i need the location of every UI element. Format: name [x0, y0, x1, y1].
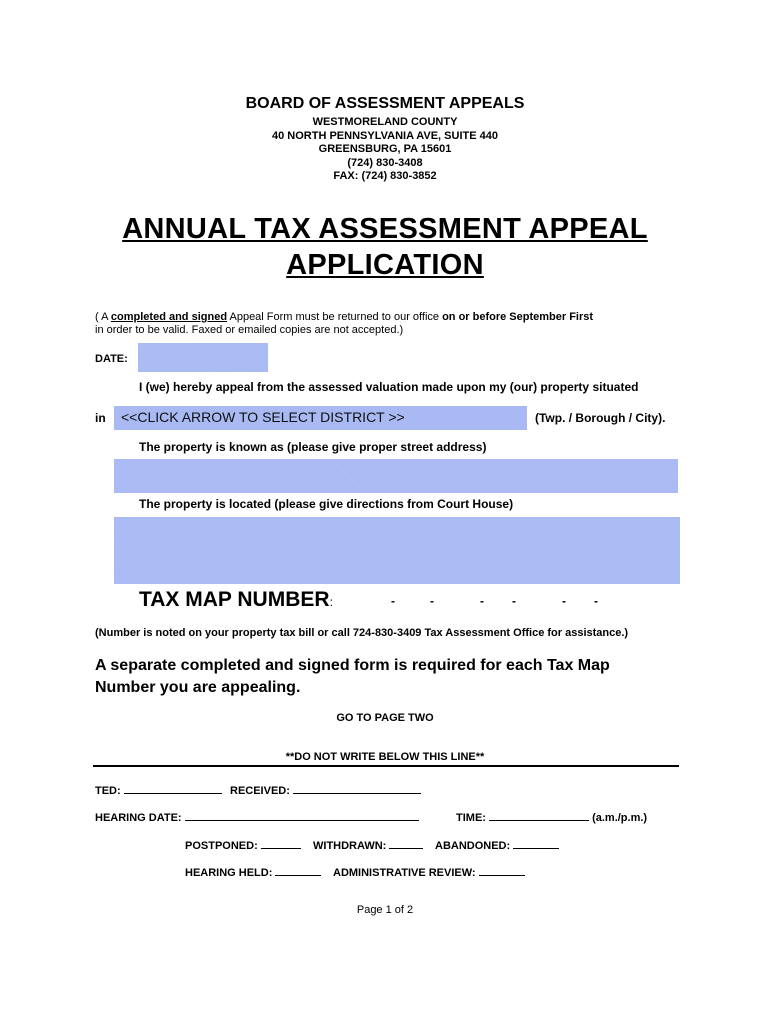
- district-suffix: (Twp. / Borough / City).: [535, 411, 666, 425]
- notice-emphasis: completed and signed: [110, 311, 228, 323]
- ampm-label: (a.m./p.m.): [592, 812, 648, 824]
- form-title-line2: APPLICATION: [286, 249, 484, 281]
- withdrawn-line: [389, 837, 423, 849]
- received-label: RECEIVED:: [230, 785, 290, 797]
- postponed-field: [185, 837, 301, 852]
- hearing-held-line: [275, 864, 321, 876]
- tax-map-colon: :: [329, 595, 333, 609]
- office-address: 40 NORTH PENNSYLVANIA AVE, SUITE 440: [272, 130, 498, 142]
- divider-line: [93, 765, 679, 767]
- notice-mid: Appeal Form must be returned to our office: [227, 311, 443, 323]
- tax-map-dash: -: [480, 594, 484, 608]
- tax-map-dash: -: [430, 594, 434, 608]
- street-address-input[interactable]: [114, 459, 678, 493]
- board-title: BOARD OF ASSESSMENT APPEALS: [245, 95, 525, 112]
- tax-map-dash: -: [512, 594, 516, 608]
- hearing-held-label: HEARING HELD:: [185, 867, 273, 879]
- notice-open: ( A: [95, 311, 111, 323]
- withdrawn-label: WITHDRAWN:: [313, 840, 387, 852]
- tax-map-dash: -: [391, 594, 395, 608]
- abandoned-line: [513, 837, 559, 849]
- submission-notice: [95, 311, 695, 323]
- do-not-write-label: **DO NOT WRITE BELOW THIS LINE**: [285, 751, 485, 763]
- ted-label: TED:: [95, 785, 121, 797]
- tax-map-note: (Number is noted on your property tax bill or call 724-830-3409 Tax Assessment Office for assistance.): [95, 627, 629, 639]
- separate-form-line2: Number you are appealing.: [95, 679, 301, 696]
- directions-input[interactable]: [114, 517, 680, 584]
- admin-review-line: [479, 864, 525, 876]
- appeal-statement: I (we) hereby appeal from the assessed valuation made upon my (our) property situated: [139, 380, 639, 394]
- withdrawn-field: [313, 837, 423, 852]
- date-input[interactable]: [138, 343, 268, 372]
- time-line: [489, 809, 589, 821]
- county-name: WESTMORELAND COUNTY: [312, 116, 458, 128]
- postponed-label: POSTPONED:: [185, 840, 258, 852]
- notice-line2: in order to be valid. Faxed or emailed copies are not accepted.): [95, 324, 404, 336]
- hearing-date-line: [185, 809, 419, 821]
- hearing-held-field: [185, 864, 321, 879]
- received-field: [230, 782, 421, 797]
- office-city: GREENSBURG, PA 15601: [318, 143, 452, 155]
- district-select[interactable]: <<CLICK ARROW TO SELECT DISTRICT >>: [114, 406, 527, 430]
- admin-review-label: ADMINISTRATIVE REVIEW:: [333, 867, 476, 879]
- date-label: DATE:: [95, 353, 128, 365]
- street-address-label: The property is known as (please give proper street address): [139, 440, 487, 454]
- go-to-page-two: GO TO PAGE TWO: [336, 712, 434, 724]
- hearing-date-label: HEARING DATE:: [95, 812, 182, 824]
- notice-deadline: on or before September First: [442, 311, 594, 323]
- form-title-line1: ANNUAL TAX ASSESSMENT APPEAL: [122, 213, 648, 245]
- tax-map-dash: -: [562, 594, 566, 608]
- time-label: TIME:: [456, 812, 486, 824]
- time-field: [456, 809, 647, 824]
- hearing-date-field: [95, 809, 419, 824]
- tax-map-number-label: [139, 588, 333, 612]
- ted-line: [124, 782, 222, 794]
- tax-map-label-text: TAX MAP NUMBER: [139, 588, 330, 611]
- office-fax: FAX: (724) 830-3852: [333, 170, 437, 182]
- abandoned-field: [435, 837, 559, 852]
- directions-label: The property is located (please give directions from Court House): [139, 497, 514, 511]
- ted-field: [95, 782, 222, 797]
- separate-form-line1: A separate completed and signed form is required for each Tax Map: [95, 657, 610, 674]
- abandoned-label: ABANDONED:: [435, 840, 511, 852]
- office-phone: (724) 830-3408: [347, 157, 423, 169]
- page-number: Page 1 of 2: [356, 904, 414, 916]
- postponed-line: [261, 837, 301, 849]
- received-line: [293, 782, 421, 794]
- in-label: in: [95, 411, 106, 425]
- tax-map-dash: -: [594, 594, 598, 608]
- admin-review-field: [333, 864, 525, 879]
